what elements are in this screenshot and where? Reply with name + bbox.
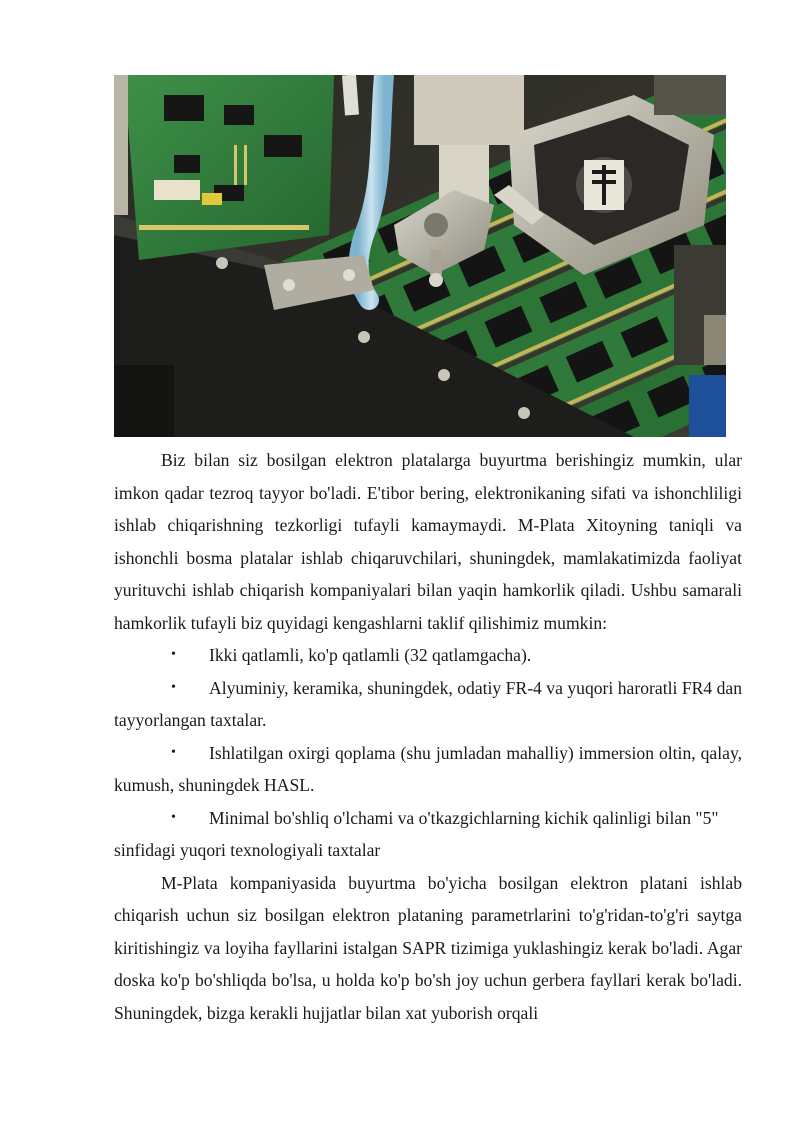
list-item — [114, 737, 742, 802]
bullet-icon: • — [171, 679, 176, 695]
list-item-text: Minimal bo'shliq o'lchami va o'tkazgichlarning kichik qalinligi bilan "5" sinfidagi yuqori texnologiyali taxtalar — [114, 807, 719, 860]
body-text — [114, 444, 742, 1029]
list-item-text: Ikki qatlamli, ko'p qatlamli (32 qatlamgacha). — [209, 645, 532, 665]
list-item-text: Ishlatilgan oxirgi qoplama (shu jumladan mahalliy) immersion oltin, qalay, kumush, shuningdek HASL. — [114, 742, 742, 795]
pcb-assembly-photo — [114, 75, 726, 437]
list-item — [114, 802, 742, 867]
paragraph-intro: Biz bilan siz bosilgan elektron platalarga buyurtma berishingiz mumkin, ular imkon qadar tezroq tayyor bo'ladi. E'tibor bering, elektronikaning sifati va ishonchliligi ishlab chiqarishning tezkorligi tufayli kamaymaydi. M-Plata Xitoyning taniqli va ishonchli bosma platalar ishlab chiqaruvchilari, shuningdek, mamlakatimizda faoliyat yurituvchi ishlab chiqarish kompaniyalari bilan yaqin hamkorlik qiladi. Ushbu samarali hamkorlik tufayli biz quyidagi kengashlarni taklif qilishimiz mumkin: — [114, 450, 742, 633]
bullet-icon: • — [171, 647, 176, 662]
paragraph-ordering: M-Plata kompaniyasida buyurtma bo'yicha bosilgan elektron platani ishlab chiqarish uchun siz bosilgan elektron plataning parametrlarini to'g'ridan-to'g'ri saytga kiritishingiz va loyiha fayllarini istalgan SAPR tizimiga yuklashingiz kerak bo'ladi. Agar doska ko'p bo'shliqda bo'lsa, u holda ko'p bo'sh joy uchun gerbera fayllari kerak bo'ladi. Shuningdek, bizga kerakli hujjatlar bilan xat yuborish orqali — [114, 872, 742, 1023]
list-item-text: Alyuminiy, keramika, shuningdek, odatiy FR-4 va yuqori haroratli FR4 dan tayyorlangan taxtalar. — [114, 677, 742, 730]
list-item — [114, 639, 742, 672]
list-item — [114, 672, 742, 737]
bullet-icon: • — [171, 809, 176, 825]
bullet-icon: • — [171, 744, 176, 760]
